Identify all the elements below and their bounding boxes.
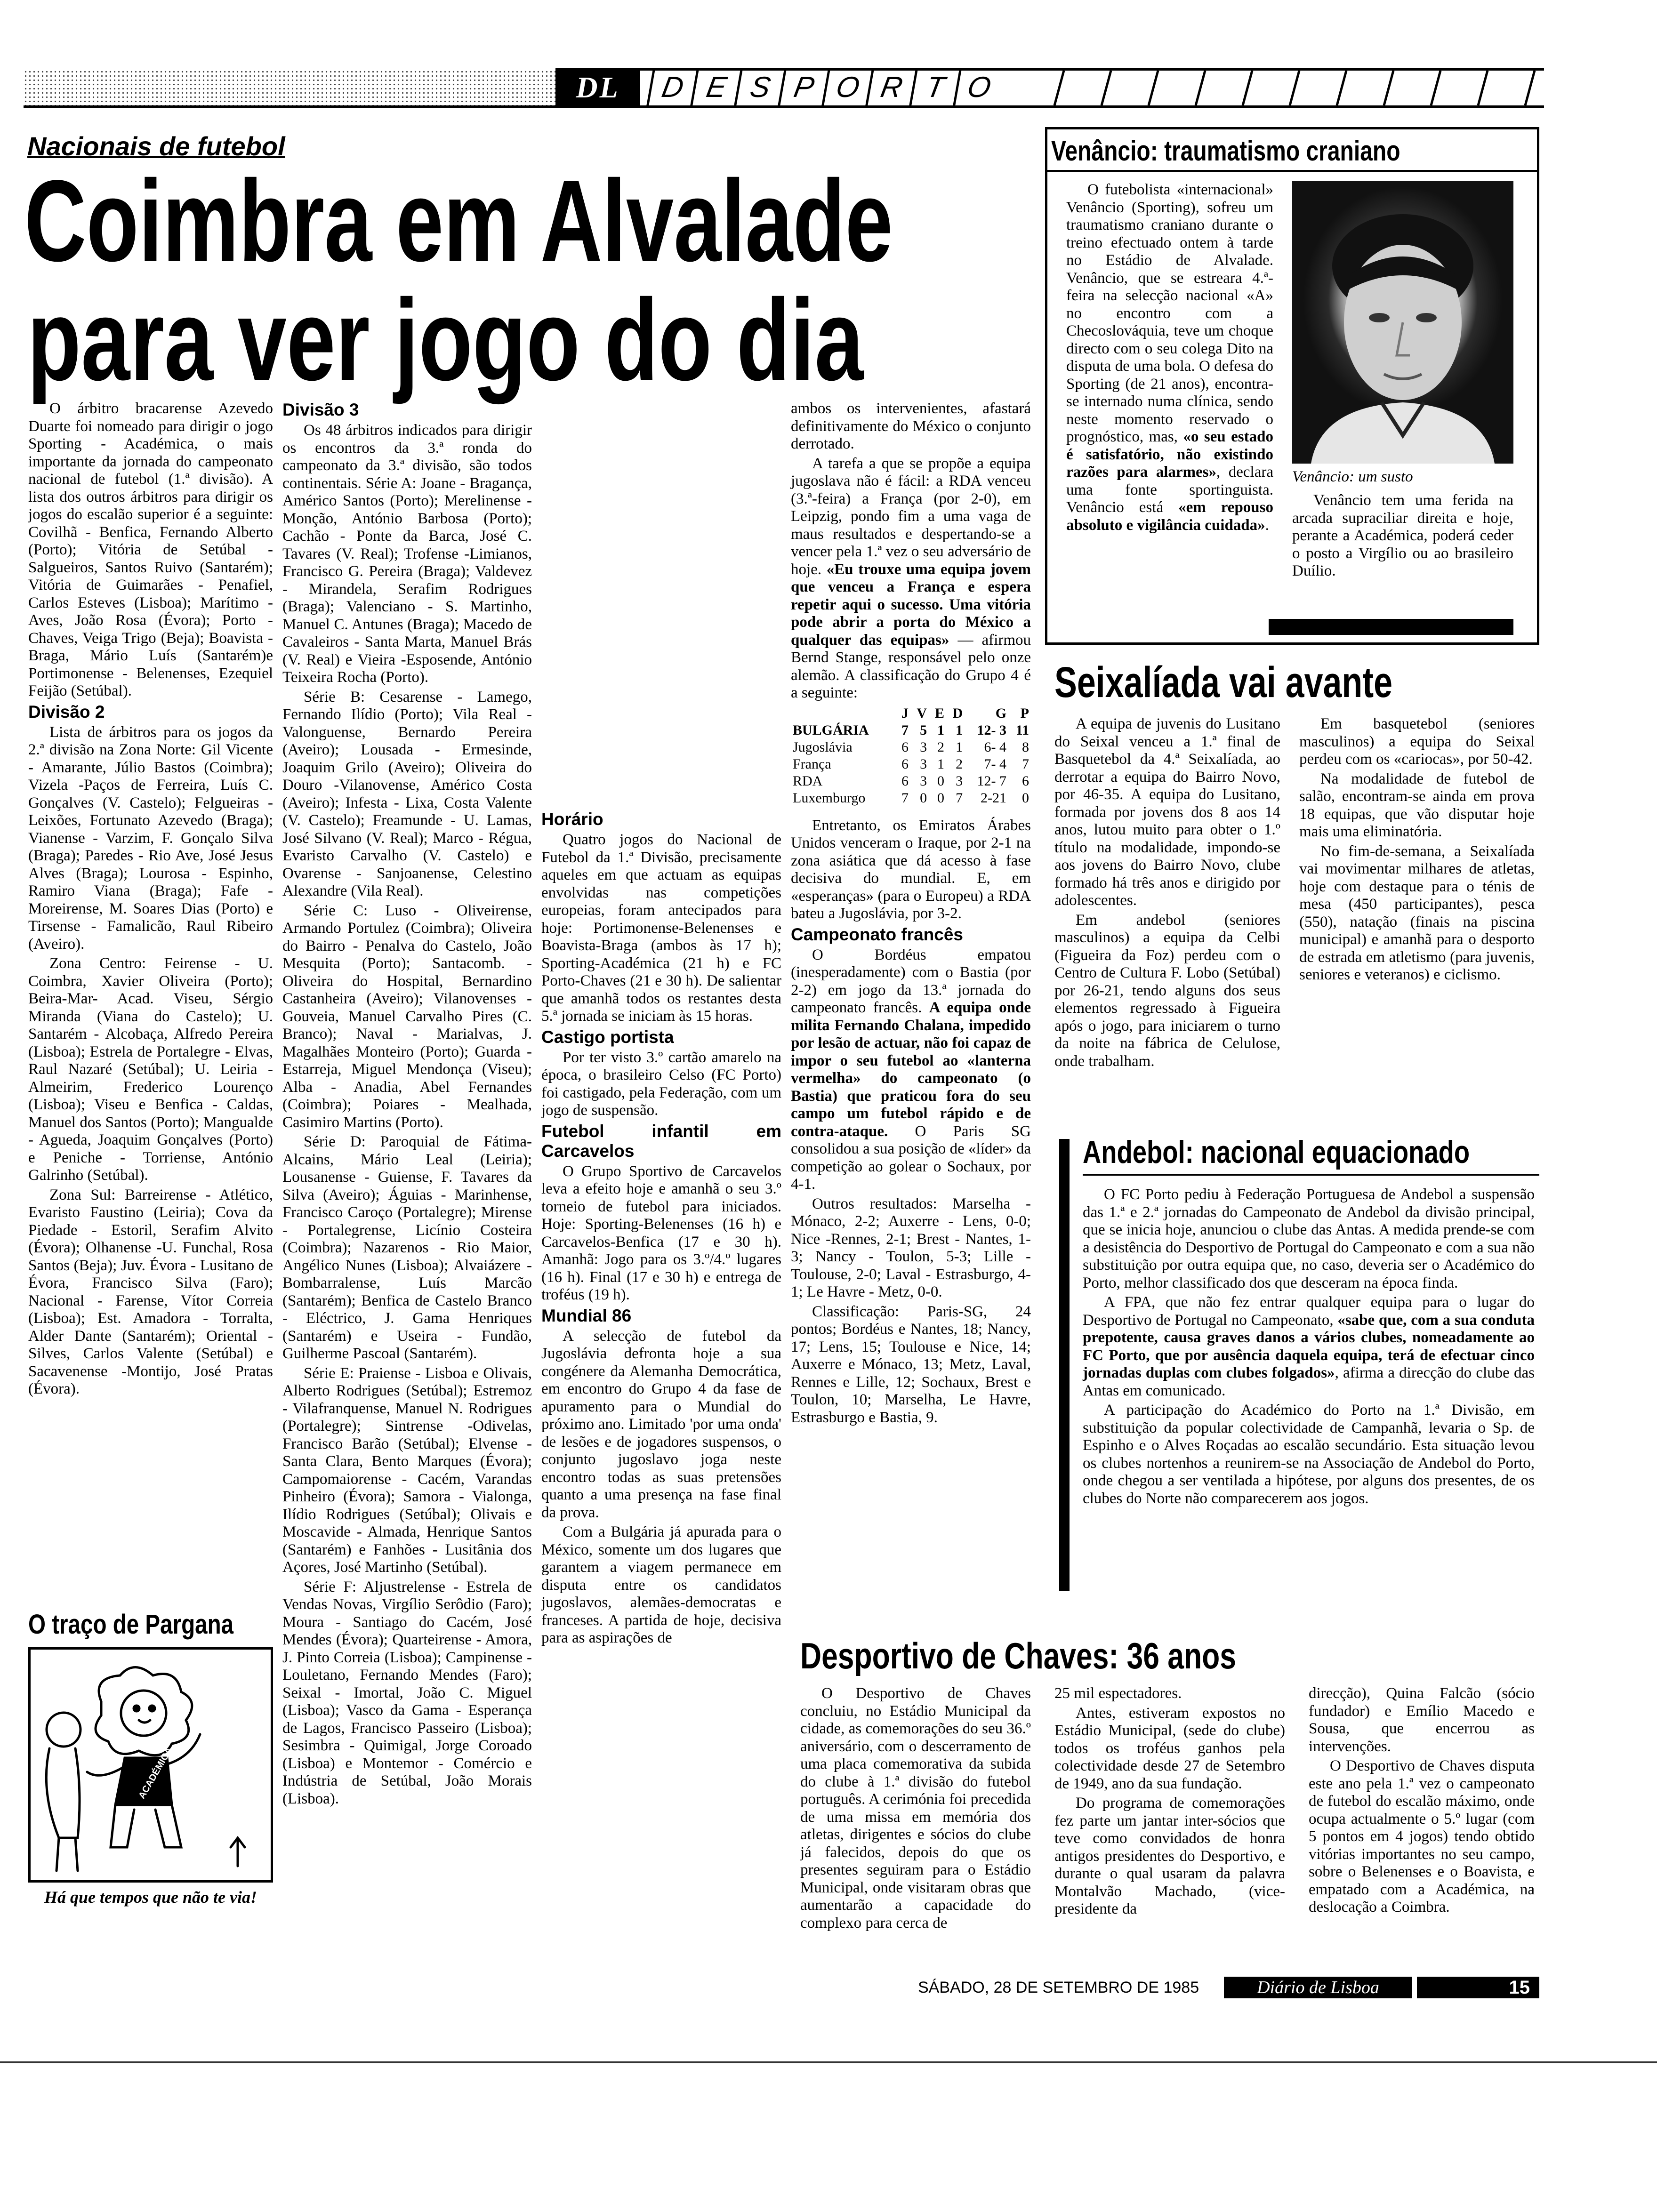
table-cell: BULGÁRIA bbox=[793, 722, 869, 738]
table-row bbox=[791, 773, 1031, 790]
paragraph: A participação do Académico do Porto na 1.ª Divisão, em substituição da popular colectividade de Campanhã, levaria o Sp. de Espinho e o Alves Roçadas ao escalão secundário. Esta situação levou os clubes nortenhos a reunirem-se na Associação de Andebol do Porto, onde chegou a ser ventilada a hipótese, por alguns dos presentes, de os clubes do Norte não comparecerem aos jogos. bbox=[1083, 1402, 1535, 1507]
table-cell: 2 bbox=[937, 739, 945, 755]
table-header: G bbox=[995, 705, 1007, 721]
table-cell: 12- 3 bbox=[977, 722, 1007, 738]
subheading: Divisão 3 bbox=[282, 400, 359, 419]
paragraph: Por ter visto 3.º cartão amarelo na época, o brasileiro Celso (FC Porto) foi castigado, pela Federação, com um jogo de suspensão. bbox=[541, 1049, 781, 1119]
venancio-title bbox=[1051, 134, 1536, 170]
text-run-bold: A equipa onde milita Fernando Chalana, impedido por lesão de actuar, não foi capaz de impor o seu futebol ao «lanterna vermelha» do campeonato (o Bastia) que praticou fora do seu campo um futebol rápido e de contra-ataque. bbox=[791, 999, 1031, 1140]
quote-bold: «em repouso absoluto e vigilância cuidada» bbox=[1066, 499, 1273, 534]
main-column-1 bbox=[28, 400, 273, 1558]
paragraph: A equipa de juvenis do Lusitano do Seixal venceu a 1.ª final de Basquetebol da 4.ª Seixalíada, ao derrotar a equipa do Bairro Novo, por 46-35. A equipa do Lusitano, formada por jovens dos 8 aos 14 anos, lutou muito para obter o 1.º título na modalidade, impondo-se aos jovens do Bairro Novo, clube formado há três anos e dirigido por adolescentes. bbox=[1054, 715, 1280, 909]
section-letter: O bbox=[821, 70, 871, 105]
table-cell: RDA bbox=[793, 773, 823, 789]
paragraph bbox=[1083, 1294, 1535, 1400]
table-cell: 3 bbox=[920, 739, 927, 755]
paragraph: Série C: Luso - Oliveirense, Armando Portulez (Coimbra); Oliveira do Bairro - Penalva do Castelo, João Mesquita (Porto); Santacomb. - Oliveira do Hospital, Bernardino Castanheira (Aveiro); Vilanovenses - Gouveia, Manuel Carvalho Pires (C. Branco); Naval - Marialvas, J. Magalhães Monteiro (Porto); Guarda - Estarreja, Miguel Mendonça (Viseu); Alba - Anadia, Abel Fernandes (Coimbra); Poiares - Mealhada, Casimiro Martins (Porto). bbox=[282, 902, 532, 1131]
paragraph bbox=[1066, 181, 1273, 534]
paragraph: Zona Sul: Barreirense - Atlético, Evaristo Faustino (Leiria); Cova da Piedade - Estoril, Serafim Alvito (Évora); Olhanense -U. Funchal, Rosa Santos (Beja); Juv. Évora - Lusitano de Évora, Francisco Silva (Faro); Nacional - Farense, Vítor Correia (Lisboa); Est. Amadora - Torralta, Alder Dante (Santarém); Oriental - Silves, Carlos Valente (Setúbal) e Sacavenense -Montijo, José Pratas (Évora). bbox=[28, 1186, 273, 1397]
paragraph: Em basquetebol (seniores masculinos) a equipa do Seixal perdeu com os «cariocas», por 50-42. bbox=[1299, 715, 1535, 768]
table-row bbox=[791, 722, 1031, 739]
header-band bbox=[24, 66, 1544, 108]
paragraph: Entretanto, os Emiratos Árabes Unidos venceram o Iraque, por 2-1 na zona asiática que dá acesso à fase decisiva do mundial. E, em «esperanças» (para o Europeu) a RDA bateu a Jugoslávia, por 3-2. bbox=[791, 817, 1031, 922]
table-cell: 3 bbox=[920, 756, 927, 772]
table-header: D bbox=[952, 705, 963, 721]
kicker: Nacionais de futebol bbox=[27, 131, 285, 161]
andebol-title: Andebol: nacional equacionado bbox=[1083, 1134, 1470, 1170]
paragraph: Venâncio tem uma ferida na arcada supraciliar direita e hoje, perante a Académica, poderá ceder o posto a Virgílio ou ao brasileiro Duílio. bbox=[1292, 492, 1513, 579]
main-column-3 bbox=[541, 809, 781, 1972]
headline-line-1: Coimbra em Alvalade bbox=[24, 156, 893, 286]
andebol-side-bar bbox=[1059, 1139, 1070, 1591]
venancio-photo bbox=[1292, 181, 1513, 464]
table-cell: Jugoslávia bbox=[793, 739, 853, 755]
seixaliada-column-1 bbox=[1054, 715, 1280, 1070]
paragraph: Série F: Aljustrelense - Estrela de Vendas Novas, Virgílio Serôdio (Faro); Moura - Santiago do Cacém, José Mendes (Évora); Quarteirense - Amora, J. Pinto Correia (Lisboa); Campinense - Louletano, Fernando Mendes (Faro); Seixal - Imortal, João C. Miguel (Lisboa); Vasco da Gama - Esperança de Lagos, Francisco Passeiro (Lisboa); Sesimbra - Quimigal, Jorge Coroado (Lisboa) e Montemor - Comércio e Indústria de Setúbal, João Morais (Lisboa). bbox=[282, 1578, 532, 1807]
text-run: — afirmou Bernd Stange, responsável pelo onze alemão. A classificação do Grupo 4 é a seguinte: bbox=[791, 631, 1031, 701]
text-run: . bbox=[1265, 516, 1269, 534]
paragraph: Série B: Cesarense - Lamego, Fernando Ilídio (Porto); Vila Real - Valonguense, Bernardo Pereira (Aveiro); Lousada - Ermesinde, Joaquim Grilo (Aveiro); Oliveira do Douro -Vilanovense, Américo Costa (Aveiro); Infesta - Lixa, Costa Valente (V. Castelo); Freamunde - U. Lamas, José Silvano (V. Real); Marco - Régua, Evaristo Carvalho (V. Castelo) e Ovarense - Sanjoanense, Celestino Alexandre (Vila Real). bbox=[282, 688, 532, 899]
table-cell: 1 bbox=[937, 722, 945, 738]
table-cell: 0 bbox=[937, 773, 945, 789]
table-cell: 1 bbox=[956, 739, 963, 755]
headline-line-2: para ver jogo do dia bbox=[27, 275, 864, 405]
table-cell: Luxemburgo bbox=[793, 790, 866, 806]
text-run: O Paris SG consolidou a sua posição de «líder» da competição ao golear o Sochaux, por 4-1. bbox=[791, 1122, 1031, 1193]
paragraph: O Desportivo de Chaves disputa este ano pela 1.ª vez o campeonato de futebol do escalão máximo, onde ocupa actualmente o 5.º lugar (com 5 pontos em 4 jogos) tendo obtido vitórias importantes no seu campo, sobre o Belenenses e o Boavista, e empatado com a Académica, na deslocação a Coimbra. bbox=[1309, 1757, 1535, 1915]
andebol-text bbox=[1083, 1186, 1535, 1600]
table-cell: 0 bbox=[937, 790, 945, 806]
table-header: J bbox=[901, 705, 909, 721]
paragraph: Os 48 árbitros indicados para dirigir os encontros da 3.ª ronda do campeonato da 3.ª divisão, são todos continentais. Série A: Joane - Bragança, Américo Santos (Porto); Merelinense - Monção, António Barbosa (Porto); Cachão - Ponte da Barca, José C. Tavares (V. Real); Trofense -Limianos, Francisco G. Pereira (Braga); Valdevez - Mirandela, Serafim Rodrigues (Braga); Valenciano - S. Martinho, Manuel C. Antunes (Braga); Macedo de Cavaleiros - Santa Marta, Manuel Brás (V. Real) e Vieira -Esposende, António Teixeira Rocha (Porto). bbox=[282, 422, 532, 686]
table-cell: 7 bbox=[901, 790, 909, 806]
table-cell: 6 bbox=[1022, 773, 1029, 789]
text-run: , declara uma fonte sportinguista. Venâncio está bbox=[1066, 464, 1274, 516]
section-letter: P bbox=[778, 70, 828, 105]
table-cell: 6- 4 bbox=[984, 739, 1007, 755]
paragraph: O Desportivo de Chaves concluiu, no Estádio Municipal da cidade, as comemorações do seu 36.º aniversário, com o descerramento de uma placa comemorativa da subida do clube à 1.ª divisão do futebol português. A cerimónia foi precedida de uma missa em memória dos atletas, dirigentes e sócios do clube já falecidos, depois do que os presentes seguiram para o Estádio Municipal, onde visitaram obras que aumentarão a capacidade do complexo para cerca de bbox=[800, 1685, 1031, 1931]
table-cell: 8 bbox=[1022, 739, 1029, 755]
table-cell: 6 bbox=[901, 739, 909, 755]
paragraph: Com a Bulgária já apurada para o México, somente um dos lugares que garantem a viagem permanece em disputa entre os candidatos jugoslavos, alemães-democratas e franceses. A partida de hoje, decisiva para as aspirações de bbox=[541, 1523, 781, 1646]
quote-bold: «o seu estado é satisfatório, não existindo razões para alarmes» bbox=[1066, 428, 1273, 481]
table-cell: 1 bbox=[956, 722, 963, 738]
table-cell: 5 bbox=[920, 722, 927, 738]
table-header bbox=[791, 705, 896, 722]
table-cell: 7 bbox=[1022, 756, 1029, 772]
paragraph bbox=[791, 455, 1031, 702]
paragraph: No fim-de-semana, a Seixalíada vai movimentar milhares de atletas, hoje com destaque para o ténis de mesa (450 participantes), pesca (550), natação (finais na piscina municipal) e amanhã para o desporto de estrada em atletismo (para juvenis, seniores e veteranos) e ciclismo. bbox=[1299, 842, 1535, 983]
table-cell: 3 bbox=[920, 773, 927, 789]
table-row bbox=[791, 790, 1031, 807]
text-run: O Bordéus empatou (inesperadamente) com o Bastia (por 2-2) em jogo da 13.ª jornada do campeonato francês. bbox=[791, 946, 1031, 1016]
paragraph: O FC Porto pediu à Federação Portuguesa de Andebol a suspensão das 1.ª e 2.ª jornadas do Campeonato de Andebol da divisão principal, que se inicia hoje, anunciou o clube das Antas. A medida prende-se com a desistência do Desportivo de Portugal do Campeonato e com a sua não substituição por outra equipa que, no caso, deveria ser o Académico do Porto, melhor classificado dos que desceram na época finda. bbox=[1083, 1186, 1535, 1291]
table-cell: 11 bbox=[1015, 722, 1029, 738]
table-header: V bbox=[917, 705, 927, 721]
newspaper-logo: DL bbox=[555, 70, 640, 105]
table-cell: 2-21 bbox=[981, 790, 1007, 806]
paragraph: Classificação: Paris-SG, 24 pontos; Bordéus e Nantes, 18; Nancy, 17; Lens, 15; Toulouse e Nice, 14; Auxerre e Mónaco, 13; Metz, Laval, Rennes e Lille, 12; Sochaux, Brest e Toulon, 10; Marselha, Le Havre, Estrasburgo e Bastia, 9. bbox=[791, 1303, 1031, 1426]
paragraph: A selecção de futebol da Jugoslávia defronta hoje a sua congénere da Alemanha Democrática, em encontro do Grupo 4 da fase de apuramento para o Mundial do próximo ano. Limitado 'por uma onda' de lesões e de jogadores suspensos, o conjunto jugoslavo joga neste encontro todas as suas pretensões quanto a uma presença na fase final da prova. bbox=[541, 1327, 781, 1521]
paragraph: O árbitro bracarense Azevedo Duarte foi nomeado para dirigir o jogo Sporting - Académica, o mais importante da jornada do campeonato nacional de futebol (1.ª divisão). A lista dos outros árbitros para dirigir os jogos do escalão superior é a seguinte: Covilhã - Benfica, Fernando Alberto (Porto); Vitória de Setúbal - Salgueiros, Santos Ruivo (Santarém); Vitória de Guimarães - Penafiel, Carlos Esteves (Lisboa); Marítimo - Aves, João Rosa (Évora); Porto - Chaves, Veiga Trigo (Beja); Boavista - Braga, Mário Luís (Santarém)e Portimonense - Belenenses, Ezequiel Feijão (Setúbal). bbox=[28, 400, 273, 699]
venancio-photo-caption: Venâncio: um susto bbox=[1292, 468, 1413, 485]
paragraph: Antes, estiveram expostos no Estádio Municipal, (sede do clube) todos os troféus ganhos pela colectividade desde 27 de Setembro de 1949, ano da sua fundação. bbox=[1054, 1704, 1285, 1792]
table-cell: 1 bbox=[937, 756, 945, 772]
venancio-title-rule bbox=[1047, 170, 1537, 172]
subheading: Campeonato francês bbox=[791, 924, 963, 944]
venancio-bottom-bar bbox=[1269, 619, 1513, 635]
venancio-box bbox=[1045, 127, 1539, 645]
section-letter: E bbox=[690, 70, 740, 105]
venancio-text-2 bbox=[1292, 492, 1513, 614]
table-cell: 6 bbox=[901, 773, 909, 789]
footer-date: SÁBADO, 28 DE SETEMBRO DE 1985 bbox=[918, 1979, 1199, 1996]
text-run: , afirma a direcção do clube das Antas em comunicado. bbox=[1083, 1364, 1535, 1399]
section-letter: S bbox=[734, 70, 784, 105]
chaves-column-3 bbox=[1309, 1685, 1535, 1977]
subheading: Castigo portista bbox=[541, 1027, 674, 1047]
paragraph: Do programa de comemorações fez parte um jantar inter-sócios que teve como convidados de honra antigos presidentes do Desportivo, e durante o qual usaram da palavra Montalvão Machado, (vice-presidente da bbox=[1054, 1795, 1285, 1917]
table-row bbox=[791, 756, 1031, 773]
page-number: 15 bbox=[1417, 1977, 1539, 1998]
table-cell: 0 bbox=[920, 790, 927, 806]
paragraph: Lista de árbitros para os jogos da 2.ª divisão na Zona Norte: Gil Vicente - Amarante, Júlio Bastos (Coimbra); Vizela -Paços de Ferreira, Luís C. Gonçalves (V. Castelo); Felgueiras -Leixões, Fortunato Azevedo (Braga); Vianense - Varzim, F. Gonçalo Silva (Braga); Paredes - Rio Ave, José Jesus Alves (Braga); Lourosa - Espinho, Ramiro Viana (Braga); Fafe -Moreirense, M. Soares Dias (Porto) e Tirsense - Famalicão, Raul Ribeiro (Aveiro). bbox=[28, 723, 273, 953]
subheading: Horário bbox=[541, 809, 603, 829]
player-portrait-icon bbox=[1292, 181, 1513, 464]
venancio-text bbox=[1066, 181, 1273, 619]
table-cell: 7 bbox=[901, 722, 909, 738]
cartoon-shirt-text: ACADÉMICA bbox=[137, 1746, 175, 1801]
cartoon-caption: Há que tempos que não te via! bbox=[44, 1888, 257, 1907]
section-letter: D bbox=[646, 70, 696, 105]
paragraph: Na modalidade de futebol de salão, encontram-se ainda em prova 18 equipas, que vão disputar hoje mais uma eliminatória. bbox=[1299, 770, 1535, 840]
bottom-rule bbox=[0, 2061, 1657, 2063]
header-slash-decor bbox=[1026, 70, 1544, 106]
paragraph: Quatro jogos do Nacional de Futebol da 1.ª Divisão, precisamente aqueles em que actuam as equipas envolvidas nas competições europeias, foram antecipados para hoje: Portimonense-Belenenses e Boavista-Braga (ambos às 17 h); Sporting-Académica (21 h) e FC Porto-Chaves (21 e 30 h). De salientar que amanhã todos os restantes desta 5.ª jornada se iniciam às 15 horas. bbox=[541, 831, 781, 1025]
section-letter: T bbox=[909, 70, 959, 105]
text-run: A tarefa a que se propõe a equipa jugoslava não é fácil: a RDA venceu (3.ª-feira) a França (por 2-0), em Leipzig, pondo fim a uma vaga de maus resultados e despertando-se a vencer pela 1.ª vez o seu adversário de hoje. bbox=[791, 455, 1031, 578]
seixaliada-column-2 bbox=[1299, 715, 1535, 1054]
subheading: Divisão 2 bbox=[28, 702, 105, 721]
table-cell: 0 bbox=[1022, 790, 1029, 806]
paragraph: Série D: Paroquial de Fátima-Alcains, Mário Leal (Leiria); Lousanense - Guiense, F. Tavares da Silva (Aveiro); Águias - Marinhense, Francisco Caroço (Portalegre); Mirense - Portalegrense, Licínio Costeira (Coimbra); Nazarenos - Rio Maior, Angélico Nunes (Lisboa); Alvaiázere - Bombarralense, Luís Marcão (Santarém); Benfica de Castelo Branco - Eléctrico, J. Gama Henriques (Santarém) e Useira - Fundão, Guilherme Pascoal (Santarém). bbox=[282, 1133, 532, 1362]
table-row bbox=[791, 739, 1031, 756]
header-texture bbox=[24, 70, 555, 106]
main-column-2 bbox=[282, 400, 532, 1977]
text-run: O futebolista «internacional» Venâncio (Sporting), sofreu um traumatismo craniano durante o treino efectuado ontem à tarde no Estádio de Alvalade. Venâncio, que se estreara 4.ª-feira na selecção nacional «A» no encontro com a Checoslováquia, teve um choque directo com o seu colega Dito na disputa de uma bola. O defesa do Sporting (de 21 anos), encontra-se internado numa clínica, sendo neste momento reservado o prognóstico, mas, bbox=[1066, 181, 1273, 445]
seixaliada-title: Seixalíada vai avante bbox=[1054, 658, 1393, 706]
cartoon-lion-icon bbox=[31, 1650, 271, 1880]
chaves-column-2 bbox=[1054, 1685, 1285, 1977]
group-4-standings-table bbox=[791, 705, 1031, 807]
paragraph: Zona Centro: Feirense - U. Coimbra, Xavier Oliveira (Porto); Beira-Mar- Acad. Viseu, Sérgio Miranda (Viana do Castelo); U. Santarém - Alcobaça, Alfredo Pereira (Lisboa); Estrela de Portalegre - Elvas, Raul Nazaré (Setúbal); U. Leiria - Almeirim, Frederico Lourenço (Lisboa); Viseu e Benfica - Caldas, Manuel dos Santos (Porto); Mangualde - Agueda, Joaquim Gonçalves (Porto) e Peniche - Torriense, António Galrinho (Setúbal). bbox=[28, 955, 273, 1184]
text-run: A FPA, que não fez entrar qualquer equipa para o lugar do Desportivo de Portugal no Campeonato, bbox=[1083, 1294, 1535, 1329]
quote-bold: «sabe que, com a sua conduta prepotente, causa graves danos a vários clubes, nomeadamente ao FC Porto, que por ausência daquela equipa, terá de efectuar cinco jornadas duplas com clubes folgados» bbox=[1083, 1311, 1535, 1381]
table-cell: 2 bbox=[956, 756, 963, 772]
table-header: E bbox=[935, 705, 945, 721]
table-cell: 7 bbox=[956, 790, 963, 806]
table-header: P bbox=[1020, 705, 1029, 721]
table-cell: 3 bbox=[956, 773, 963, 789]
footer-paper-name: Diário de Lisboa bbox=[1224, 1977, 1412, 1998]
subheading: Futebol infantil em Carcavelos bbox=[541, 1121, 781, 1161]
quote-bold: «Eu trouxe uma equipa jovem que venceu a França e espera repetir aqui o sucesso. Uma vitória pode abrir a porta do México a qualquer das equipas» bbox=[791, 561, 1031, 649]
cartoon-title: O traço de Pargana bbox=[28, 1609, 234, 1640]
venancio-title-text: Venâncio: traumatismo craniano bbox=[1051, 135, 1400, 167]
table-cell: 6 bbox=[901, 756, 909, 772]
paragraph: Série E: Praiense - Lisboa e Olivais, Alberto Rodrigues (Setúbal); Estremoz - Vilafranquense, Manuel N. Rodrigues (Portalegre); Sintrense -Odivelas, Francisco Barão (Setúbal); Elvense - Santa Clara, Bento Marques (Évora); Campomaiorense - Cacém, Varandas Pinheiro (Évora); Samora - Vialonga, Ilídio Rodrigues (Setúbal); Olivais e Moscavide - Almada, Henrique Santos (Santarém) e Fanhões - Lusitânia dos Açores, José Martinho (Setúbal). bbox=[282, 1364, 532, 1576]
table-cell: França bbox=[793, 756, 831, 772]
table-cell: 12- 7 bbox=[977, 773, 1007, 789]
cartoon-frame bbox=[28, 1647, 273, 1883]
paragraph: ambos os intervenientes, afastará definitivamente do México o conjunto derrotado. bbox=[791, 400, 1031, 452]
section-letter: R bbox=[865, 70, 915, 105]
paragraph bbox=[791, 946, 1031, 1194]
paragraph: 25 mil espectadores. bbox=[1054, 1685, 1182, 1702]
table-header-row bbox=[791, 705, 1031, 722]
subheading: Mundial 86 bbox=[541, 1306, 632, 1325]
section-letter: O bbox=[953, 70, 1003, 105]
paragraph: Outros resultados: Marselha - Mónaco, 2-2; Auxerre - Lens, 0-0; Nice -Rennes, 2-1; Brest - Nantes, 1-3; Nancy - Toulon, 5-3; Lille -Toulouse, 2-0; Laval - Estrasburgo, 4-1; Le Havre - Metz, 0-0. bbox=[791, 1195, 1031, 1300]
paragraph: direcção), Quina Falcão (sócio fundador) e Emílio Macedo e Sousa, que encerrou as intervenções. bbox=[1309, 1685, 1535, 1755]
andebol-title-rule bbox=[1083, 1174, 1539, 1176]
paragraph: O Grupo Sportivo de Carcavelos leva a efeito hoje e amanhã o seu 3.º torneio de futebol para iniciados. Hoje: Sporting-Belenenses (16 h) e Carcavelos-Benfica (17 e 30 h). Amanhã: Jogo para os 3.º/4.º lugares (16 h). Final (17 e 30 h) e entrega de troféus (19 h). bbox=[541, 1162, 781, 1303]
table-cell: 7- 4 bbox=[984, 756, 1007, 772]
paragraph: Em andebol (seniores masculinos) a equipa da Celbi (Figueira da Foz) perdeu com o Centro de Cultura F. Lobo (Setúbal) por 26-21, tendo alguns dos seus elementos regressado à Figueira após o jogo, para iniciarem o turno da noite na fábrica de Celulose, onde trabalham. bbox=[1054, 911, 1280, 1070]
chaves-title: Desportivo de Chaves: 36 anos bbox=[800, 1635, 1236, 1676]
chaves-column-1 bbox=[800, 1685, 1031, 1977]
